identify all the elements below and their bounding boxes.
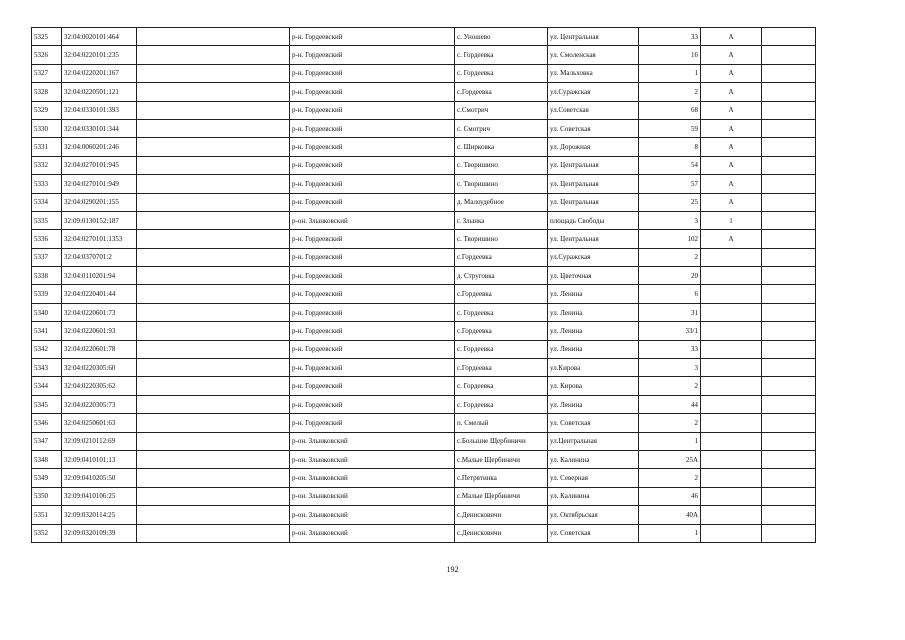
- house-number-cell: 1: [639, 64, 701, 82]
- cadastral-number-cell: 32:04:0270101:1353: [62, 230, 137, 248]
- extra-column-1-cell: [762, 175, 816, 193]
- table-row: [32, 303, 816, 321]
- record-number-cell: 5350: [32, 487, 62, 505]
- record-number-cell: 5341: [32, 322, 62, 340]
- district-cell: р-он. Злынковский: [290, 506, 455, 524]
- table-row: [32, 83, 816, 101]
- street-cell: ул. Ленина: [548, 395, 639, 413]
- building-letter-cell: [701, 395, 762, 413]
- record-number-cell: 5340: [32, 303, 62, 321]
- blank-column-cell: [137, 211, 290, 229]
- building-letter-cell: [701, 267, 762, 285]
- extra-column-1-cell: [762, 432, 816, 450]
- cadastral-number-cell: 32:04:0370701:2: [62, 248, 137, 266]
- district-cell: р-н. Гордеевский: [290, 101, 455, 119]
- extra-column-1-cell: [762, 506, 816, 524]
- cadastral-number-cell: 32:09:0410101:13: [62, 450, 137, 468]
- settlement-cell: с.Смотрич: [455, 101, 548, 119]
- extra-column-1-cell: [762, 450, 816, 468]
- extra-column-1-cell: [762, 138, 816, 156]
- record-number-cell: 5347: [32, 432, 62, 450]
- blank-column-cell: [137, 450, 290, 468]
- cadastral-number-cell: 32:04:0270101:945: [62, 156, 137, 174]
- registry-rows: [32, 28, 816, 543]
- settlement-cell: с. Ширковка: [455, 138, 548, 156]
- table-row: [32, 450, 816, 468]
- street-cell: ул. Центральная: [548, 230, 639, 248]
- settlement-cell: с.Петрятинка: [455, 469, 548, 487]
- blank-column-cell: [137, 175, 290, 193]
- extra-column-1-cell: [762, 285, 816, 303]
- building-letter-cell: А: [701, 101, 762, 119]
- blank-column-cell: [137, 322, 290, 340]
- table-row: [32, 432, 816, 450]
- table-row: [32, 487, 816, 505]
- street-cell: ул. Октябрьская: [548, 506, 639, 524]
- district-cell: р-н. Гордеевский: [290, 395, 455, 413]
- house-number-cell: 20: [639, 267, 701, 285]
- blank-column-cell: [137, 469, 290, 487]
- blank-column-cell: [137, 156, 290, 174]
- street-cell: ул. Смоленская: [548, 46, 639, 64]
- table-row: [32, 211, 816, 229]
- table-row: [32, 46, 816, 64]
- house-number-cell: 44: [639, 395, 701, 413]
- record-number-cell: 5351: [32, 506, 62, 524]
- record-number-cell: 5330: [32, 119, 62, 137]
- record-number-cell: 5329: [32, 101, 62, 119]
- district-cell: р-н. Гордеевский: [290, 175, 455, 193]
- record-number-cell: 5349: [32, 469, 62, 487]
- record-number-cell: 5331: [32, 138, 62, 156]
- settlement-cell: с.Малые Щербиничи: [455, 487, 548, 505]
- blank-column-cell: [137, 359, 290, 377]
- blank-column-cell: [137, 506, 290, 524]
- street-cell: ул. Мальховка: [548, 64, 639, 82]
- extra-column-1-cell: [762, 359, 816, 377]
- house-number-cell: 102: [639, 230, 701, 248]
- district-cell: р-н. Гордеевский: [290, 359, 455, 377]
- house-number-cell: 33/1: [639, 322, 701, 340]
- district-cell: р-н. Гордеевский: [290, 119, 455, 137]
- extra-column-1-cell: [762, 524, 816, 542]
- cadastral-number-cell: 32:09:0130152:187: [62, 211, 137, 229]
- table-row: [32, 395, 816, 413]
- table-row: [32, 193, 816, 211]
- street-cell: ул. Цветочная: [548, 267, 639, 285]
- extra-column-1-cell: [762, 487, 816, 505]
- record-number-cell: 5327: [32, 64, 62, 82]
- extra-column-1-cell: [762, 414, 816, 432]
- building-letter-cell: [701, 340, 762, 358]
- house-number-cell: 33: [639, 340, 701, 358]
- table-row: [32, 322, 816, 340]
- house-number-cell: 2: [639, 377, 701, 395]
- street-cell: ул. Ленина: [548, 303, 639, 321]
- extra-column-1-cell: [762, 193, 816, 211]
- settlement-cell: с. Творишино: [455, 156, 548, 174]
- table-row: [32, 340, 816, 358]
- cadastral-number-cell: 32:04:0060201:246: [62, 138, 137, 156]
- district-cell: р-н. Гордеевский: [290, 303, 455, 321]
- house-number-cell: 54: [639, 156, 701, 174]
- cadastral-number-cell: 32:09:0210112:69: [62, 432, 137, 450]
- extra-column-1-cell: [762, 340, 816, 358]
- street-cell: площадь Свободы: [548, 211, 639, 229]
- building-letter-cell: [701, 524, 762, 542]
- building-letter-cell: А: [701, 156, 762, 174]
- house-number-cell: 6: [639, 285, 701, 303]
- extra-column-1-cell: [762, 395, 816, 413]
- table-row: [32, 267, 816, 285]
- record-number-cell: 5326: [32, 46, 62, 64]
- street-cell: ул. Ленина: [548, 322, 639, 340]
- house-number-cell: 3: [639, 211, 701, 229]
- settlement-cell: д. Малоудебное: [455, 193, 548, 211]
- settlement-cell: с. Гордеевка: [455, 377, 548, 395]
- district-cell: р-он. Злынковский: [290, 524, 455, 542]
- record-number-cell: 5335: [32, 211, 62, 229]
- district-cell: р-н. Гордеевский: [290, 46, 455, 64]
- blank-column-cell: [137, 340, 290, 358]
- record-number-cell: 5338: [32, 267, 62, 285]
- building-letter-cell: А: [701, 193, 762, 211]
- district-cell: р-он. Злынковский: [290, 469, 455, 487]
- table-row: [32, 414, 816, 432]
- building-letter-cell: [701, 303, 762, 321]
- street-cell: ул. Советская: [548, 119, 639, 137]
- blank-column-cell: [137, 303, 290, 321]
- record-number-cell: 5333: [32, 175, 62, 193]
- extra-column-1-cell: [762, 267, 816, 285]
- district-cell: р-н. Гордеевский: [290, 340, 455, 358]
- street-cell: ул. Калинина: [548, 487, 639, 505]
- street-cell: ул.Центральная: [548, 432, 639, 450]
- settlement-cell: с.Денисковичи: [455, 524, 548, 542]
- house-number-cell: 2: [639, 83, 701, 101]
- cadastral-number-cell: 32:04:0220401:44: [62, 285, 137, 303]
- record-number-cell: 5334: [32, 193, 62, 211]
- cadastral-number-cell: 32:04:0220305:62: [62, 377, 137, 395]
- district-cell: р-он. Злынковский: [290, 432, 455, 450]
- building-letter-cell: [701, 450, 762, 468]
- building-letter-cell: 1: [701, 211, 762, 229]
- blank-column-cell: [137, 524, 290, 542]
- street-cell: ул. Центральная: [548, 193, 639, 211]
- building-letter-cell: [701, 469, 762, 487]
- cadastral-number-cell: 32:04:0220601:78: [62, 340, 137, 358]
- blank-column-cell: [137, 28, 290, 46]
- street-cell: ул. Центральная: [548, 175, 639, 193]
- house-number-cell: 25: [639, 193, 701, 211]
- district-cell: р-он. Злынковский: [290, 487, 455, 505]
- settlement-cell: с. Смотрич: [455, 119, 548, 137]
- extra-column-1-cell: [762, 46, 816, 64]
- district-cell: р-н. Гордеевский: [290, 138, 455, 156]
- record-number-cell: 5343: [32, 359, 62, 377]
- extra-column-1-cell: [762, 119, 816, 137]
- settlement-cell: с. Гордеевка: [455, 64, 548, 82]
- street-cell: ул. Ленина: [548, 285, 639, 303]
- table-row: [32, 230, 816, 248]
- district-cell: р-н. Гордеевский: [290, 64, 455, 82]
- extra-column-1-cell: [762, 101, 816, 119]
- building-letter-cell: [701, 377, 762, 395]
- blank-column-cell: [137, 83, 290, 101]
- extra-column-1-cell: [762, 83, 816, 101]
- table-row: [32, 101, 816, 119]
- building-letter-cell: [701, 359, 762, 377]
- cadastral-number-cell: 32:04:0220501:121: [62, 83, 137, 101]
- street-cell: ул.Кирова: [548, 359, 639, 377]
- street-cell: ул. Советская: [548, 524, 639, 542]
- building-letter-cell: А: [701, 46, 762, 64]
- blank-column-cell: [137, 377, 290, 395]
- settlement-cell: с.Большие Щербиничи: [455, 432, 548, 450]
- house-number-cell: 16: [639, 46, 701, 64]
- district-cell: р-н. Гордеевский: [290, 322, 455, 340]
- cadastral-number-cell: 32:04:0330101:393: [62, 101, 137, 119]
- record-number-cell: 5352: [32, 524, 62, 542]
- street-cell: ул. Дорожная: [548, 138, 639, 156]
- street-cell: ул.Советская: [548, 101, 639, 119]
- blank-column-cell: [137, 414, 290, 432]
- registry-table: [31, 27, 816, 543]
- district-cell: р-н. Гордеевский: [290, 414, 455, 432]
- table-row: [32, 248, 816, 266]
- extra-column-1-cell: [762, 230, 816, 248]
- building-letter-cell: [701, 285, 762, 303]
- street-cell: ул.Суражская: [548, 248, 639, 266]
- cadastral-number-cell: 32:04:0220601:73: [62, 303, 137, 321]
- record-number-cell: 5325: [32, 28, 62, 46]
- cadastral-number-cell: 32:09:0320114:25: [62, 506, 137, 524]
- registry-sheet: [31, 27, 815, 543]
- street-cell: ул. Северная: [548, 469, 639, 487]
- settlement-cell: с.Денисковичи: [455, 506, 548, 524]
- record-number-cell: 5339: [32, 285, 62, 303]
- settlement-cell: д. Струговка: [455, 267, 548, 285]
- district-cell: р-н. Гордеевский: [290, 193, 455, 211]
- district-cell: р-н. Гордеевский: [290, 248, 455, 266]
- record-number-cell: 5346: [32, 414, 62, 432]
- district-cell: р-н. Гордеевский: [290, 28, 455, 46]
- building-letter-cell: А: [701, 28, 762, 46]
- blank-column-cell: [137, 248, 290, 266]
- blank-column-cell: [137, 138, 290, 156]
- table-row: [32, 469, 816, 487]
- record-number-cell: 5337: [32, 248, 62, 266]
- street-cell: ул. Центральная: [548, 28, 639, 46]
- building-letter-cell: А: [701, 138, 762, 156]
- settlement-cell: с. Творишино: [455, 175, 548, 193]
- record-number-cell: 5345: [32, 395, 62, 413]
- district-cell: р-н. Гордеевский: [290, 156, 455, 174]
- building-letter-cell: А: [701, 230, 762, 248]
- extra-column-1-cell: [762, 28, 816, 46]
- house-number-cell: 59: [639, 119, 701, 137]
- district-cell: р-он. Злынковский: [290, 211, 455, 229]
- settlement-cell: с. Гордеевка: [455, 46, 548, 64]
- extra-column-1-cell: [762, 211, 816, 229]
- settlement-cell: с.Гордеевка: [455, 359, 548, 377]
- blank-column-cell: [137, 432, 290, 450]
- blank-column-cell: [137, 119, 290, 137]
- settlement-cell: с.Гордеевка: [455, 322, 548, 340]
- house-number-cell: 40А: [639, 506, 701, 524]
- table-row: [32, 524, 816, 542]
- house-number-cell: 3: [639, 359, 701, 377]
- house-number-cell: 46: [639, 487, 701, 505]
- table-row: [32, 506, 816, 524]
- building-letter-cell: [701, 414, 762, 432]
- cadastral-number-cell: 32:04:0220305:73: [62, 395, 137, 413]
- house-number-cell: 1: [639, 432, 701, 450]
- extra-column-1-cell: [762, 377, 816, 395]
- blank-column-cell: [137, 395, 290, 413]
- blank-column-cell: [137, 46, 290, 64]
- cadastral-number-cell: 32:04:0110201:94: [62, 267, 137, 285]
- settlement-cell: с. Гордеевка: [455, 395, 548, 413]
- table-row: [32, 359, 816, 377]
- house-number-cell: 2: [639, 469, 701, 487]
- settlement-cell: с.Гордеевка: [455, 83, 548, 101]
- record-number-cell: 5344: [32, 377, 62, 395]
- house-number-cell: 2: [639, 414, 701, 432]
- page-number: 192: [446, 565, 459, 574]
- blank-column-cell: [137, 487, 290, 505]
- record-number-cell: 5342: [32, 340, 62, 358]
- settlement-cell: с.Малые Щербиничи: [455, 450, 548, 468]
- cadastral-number-cell: 32:04:0290201:155: [62, 193, 137, 211]
- district-cell: р-н. Гордеевский: [290, 377, 455, 395]
- cadastral-number-cell: 32:04:0020101:464: [62, 28, 137, 46]
- street-cell: ул. Калинина: [548, 450, 639, 468]
- cadastral-number-cell: 32:04:0220305:60: [62, 359, 137, 377]
- settlement-cell: с.Гордеевка: [455, 248, 548, 266]
- extra-column-1-cell: [762, 156, 816, 174]
- cadastral-number-cell: 32:04:0250601:63: [62, 414, 137, 432]
- settlement-cell: г. Злынка: [455, 211, 548, 229]
- district-cell: р-он. Злынковский: [290, 450, 455, 468]
- building-letter-cell: [701, 432, 762, 450]
- street-cell: ул. Центральная: [548, 156, 639, 174]
- house-number-cell: 8: [639, 138, 701, 156]
- building-letter-cell: А: [701, 175, 762, 193]
- building-letter-cell: [701, 487, 762, 505]
- table-row: [32, 119, 816, 137]
- house-number-cell: 1: [639, 524, 701, 542]
- building-letter-cell: [701, 322, 762, 340]
- extra-column-1-cell: [762, 248, 816, 266]
- record-number-cell: 5328: [32, 83, 62, 101]
- table-row: [32, 285, 816, 303]
- settlement-cell: с. Уношево: [455, 28, 548, 46]
- record-number-cell: 5348: [32, 450, 62, 468]
- building-letter-cell: [701, 506, 762, 524]
- record-number-cell: 5336: [32, 230, 62, 248]
- settlement-cell: с. Гордеевка: [455, 303, 548, 321]
- cadastral-number-cell: 32:04:0220601:93: [62, 322, 137, 340]
- settlement-cell: с.Гордеевка: [455, 285, 548, 303]
- building-letter-cell: А: [701, 64, 762, 82]
- extra-column-1-cell: [762, 303, 816, 321]
- extra-column-1-cell: [762, 322, 816, 340]
- cadastral-number-cell: 32:04:0220101:235: [62, 46, 137, 64]
- building-letter-cell: [701, 248, 762, 266]
- cadastral-number-cell: 32:04:0220201:167: [62, 64, 137, 82]
- extra-column-1-cell: [762, 64, 816, 82]
- blank-column-cell: [137, 101, 290, 119]
- record-number-cell: 5332: [32, 156, 62, 174]
- district-cell: р-н. Гордеевский: [290, 285, 455, 303]
- house-number-cell: 33: [639, 28, 701, 46]
- street-cell: ул.Суражская: [548, 83, 639, 101]
- house-number-cell: 68: [639, 101, 701, 119]
- table-row: [32, 64, 816, 82]
- table-row: [32, 377, 816, 395]
- district-cell: р-н. Гордеевский: [290, 83, 455, 101]
- cadastral-number-cell: 32:09:0410106:25: [62, 487, 137, 505]
- house-number-cell: 25А: [639, 450, 701, 468]
- table-row: [32, 138, 816, 156]
- blank-column-cell: [137, 267, 290, 285]
- cadastral-number-cell: 32:04:0330101:344: [62, 119, 137, 137]
- street-cell: ул. Советская: [548, 414, 639, 432]
- table-row: [32, 156, 816, 174]
- building-letter-cell: А: [701, 83, 762, 101]
- house-number-cell: 57: [639, 175, 701, 193]
- blank-column-cell: [137, 230, 290, 248]
- street-cell: ул. Кирова: [548, 377, 639, 395]
- district-cell: р-н. Гордеевский: [290, 230, 455, 248]
- house-number-cell: 2: [639, 248, 701, 266]
- district-cell: р-н. Гордеевский: [290, 267, 455, 285]
- blank-column-cell: [137, 64, 290, 82]
- table-row: [32, 175, 816, 193]
- cadastral-number-cell: 32:09:0320109:39: [62, 524, 137, 542]
- settlement-cell: с. Гордеевка: [455, 340, 548, 358]
- cadastral-number-cell: 32:09:0410205:50: [62, 469, 137, 487]
- cadastral-number-cell: 32:04:0270101:949: [62, 175, 137, 193]
- extra-column-1-cell: [762, 469, 816, 487]
- settlement-cell: п. Смелый: [455, 414, 548, 432]
- table-row: [32, 28, 816, 46]
- house-number-cell: 31: [639, 303, 701, 321]
- blank-column-cell: [137, 285, 290, 303]
- blank-column-cell: [137, 193, 290, 211]
- building-letter-cell: А: [701, 119, 762, 137]
- street-cell: ул. Ленина: [548, 340, 639, 358]
- settlement-cell: с. Творишино: [455, 230, 548, 248]
